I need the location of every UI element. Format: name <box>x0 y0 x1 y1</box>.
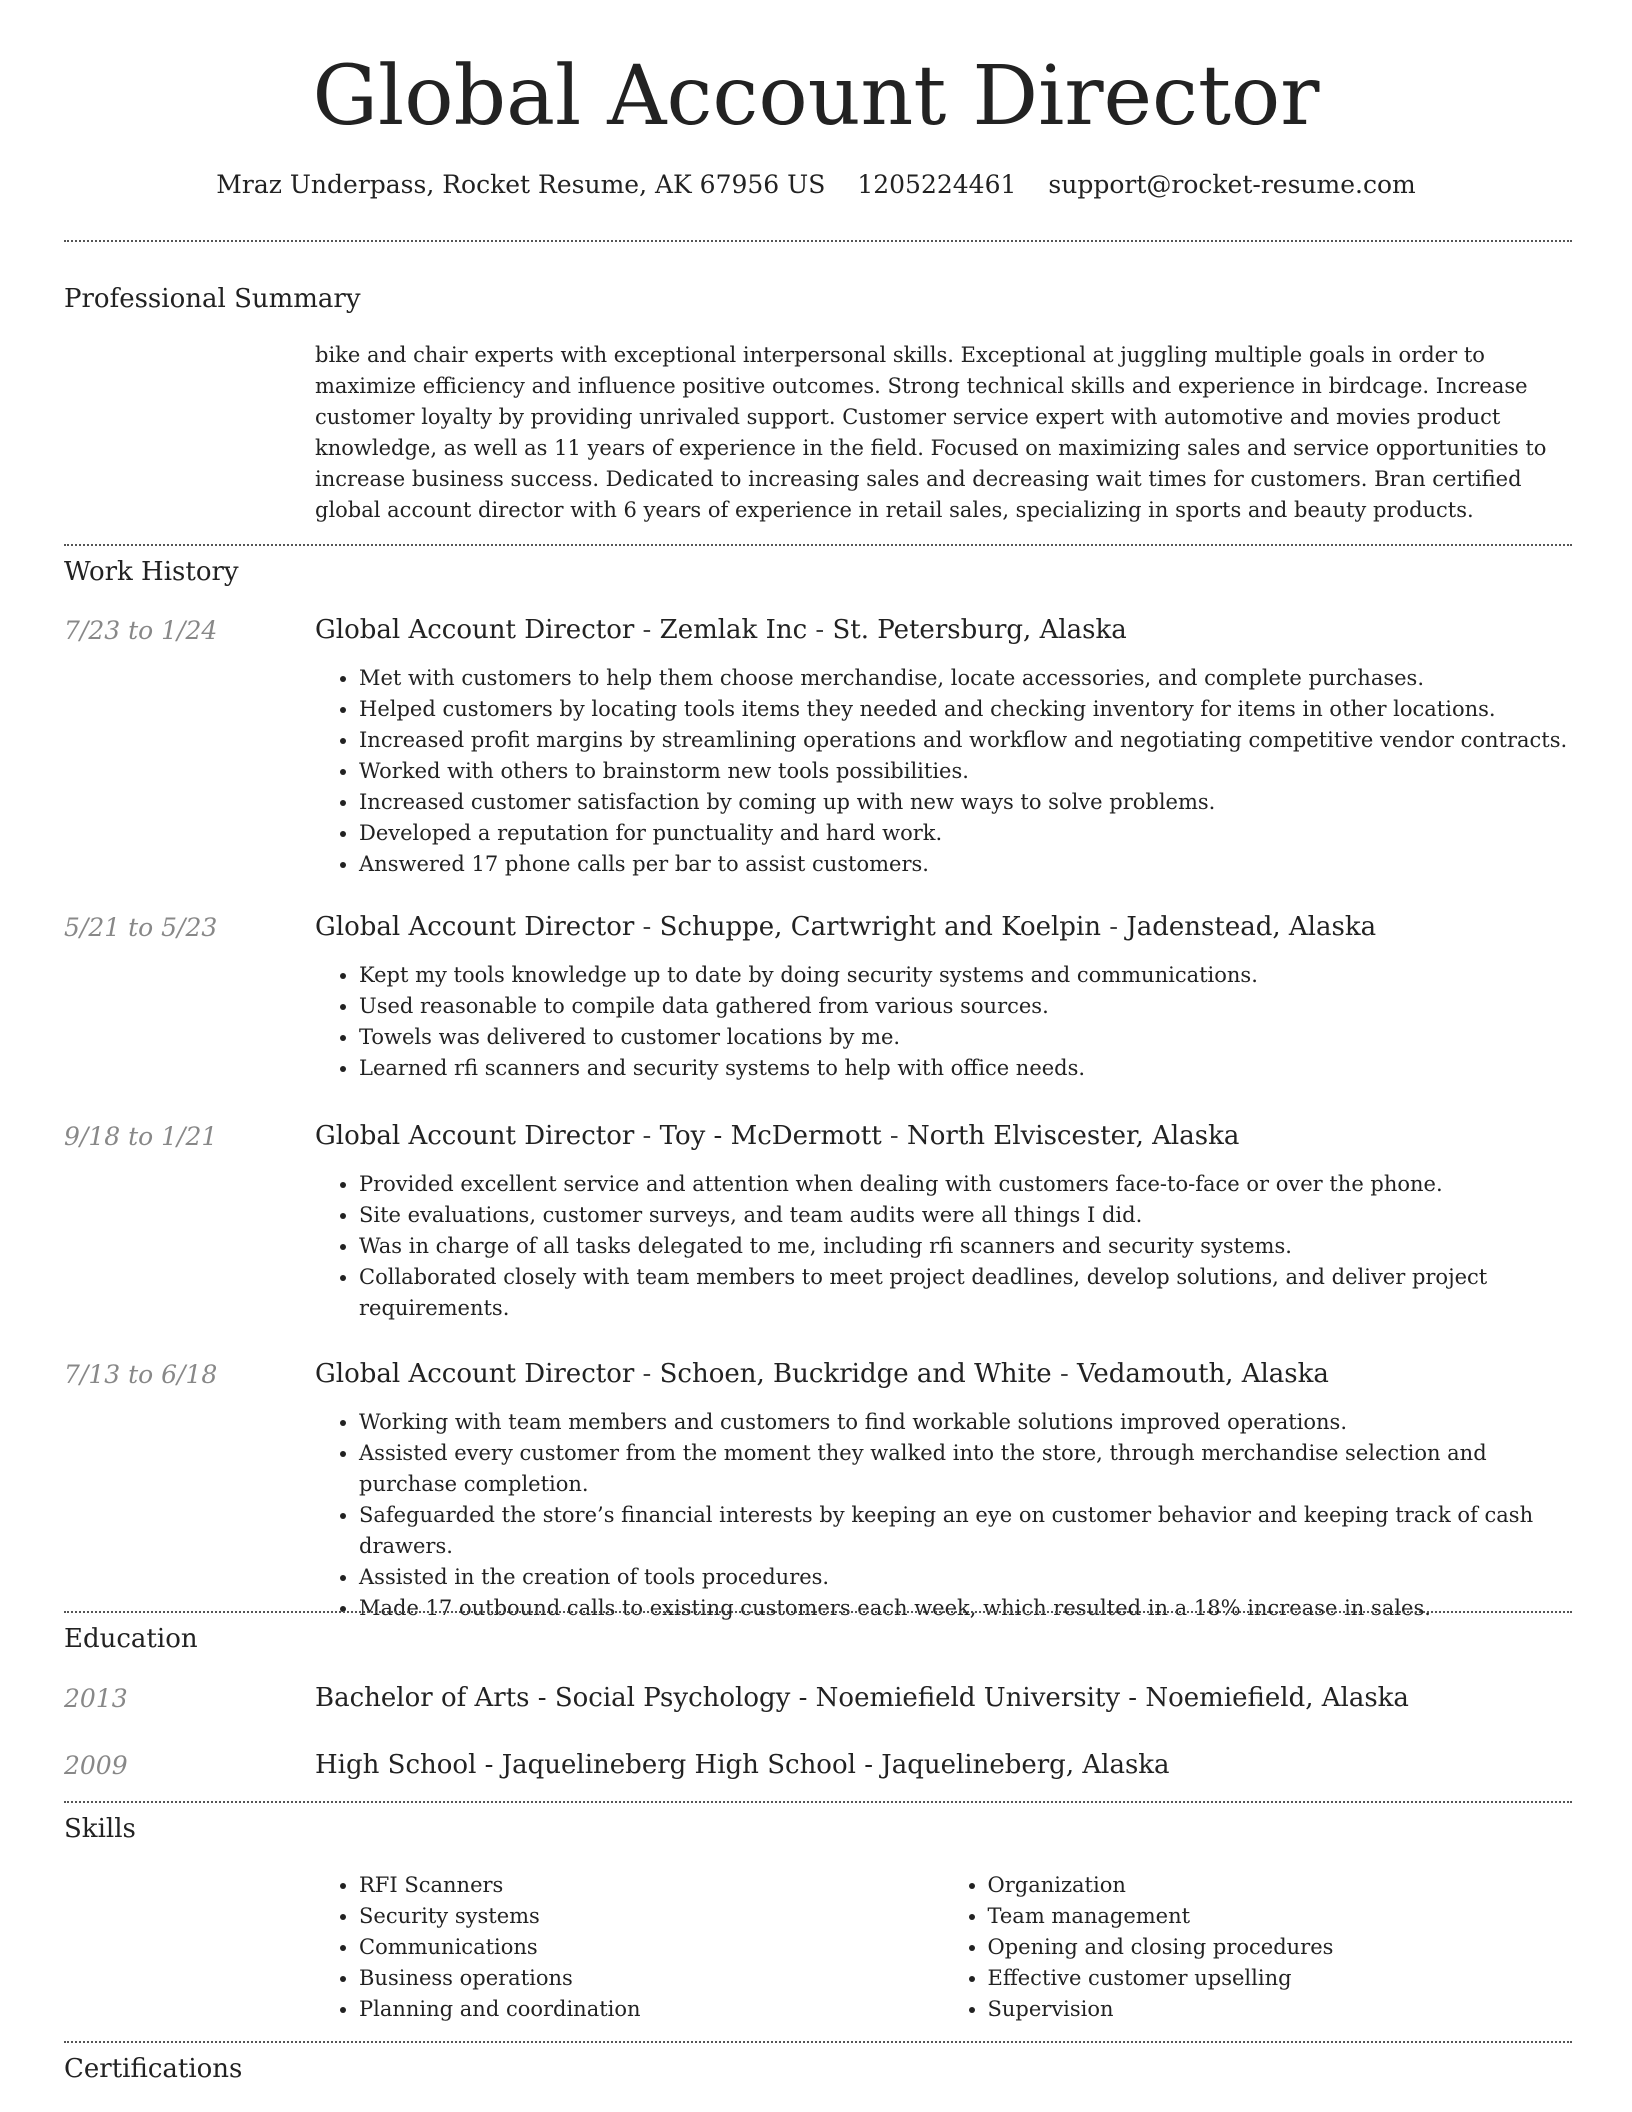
section-divider <box>64 544 1572 546</box>
education-heading <box>315 1682 1572 1714</box>
job-company: Schuppe, Cartwright and Koelpin <box>659 912 1102 942</box>
job-bullet: • Made 17 outbound calls to existing customers each week, which resulted in a 18% increase in sales. <box>359 1593 1572 1624</box>
heading-separator: - <box>476 1750 502 1780</box>
candidate-name: Global Account Director <box>312 49 1320 144</box>
job-bullet: • Developed a reputation for punctuality and hard work. <box>359 818 1572 849</box>
skill-item: • Security systems <box>359 1901 944 1932</box>
job-company: Zemlak Inc <box>659 615 808 645</box>
section-divider <box>64 2041 1572 2043</box>
job-bullet: • Learned rfi scanners and security systems to help with office needs. <box>359 1053 1572 1084</box>
skills-block <box>315 1870 1572 2025</box>
section-divider <box>64 240 1572 242</box>
education-degree: High School <box>315 1750 477 1780</box>
job-title: Global Account Director <box>315 1359 635 1389</box>
heading-separator: - <box>529 1683 555 1713</box>
job-bullet: • Safeguarded the store’s financial interests by keeping an eye on customer behavior and keeping track of cash drawers. <box>359 1500 1572 1562</box>
job-heading <box>315 1120 1572 1152</box>
job-company: Schoen, Buckridge and White <box>659 1359 1052 1389</box>
job-heading <box>315 911 1572 943</box>
job-dates: 7/13 to 6/18 <box>64 1360 218 1389</box>
job-location: Jadenstead, Alaska <box>1126 912 1377 942</box>
job-title: Global Account Director <box>315 1121 635 1151</box>
job-bullet: • Site evaluations, customer surveys, and team audits were all things I did. <box>359 1200 1572 1231</box>
skills-list-left <box>315 1870 944 2025</box>
job-heading <box>315 1358 1572 1390</box>
job-title: Global Account Director <box>315 912 635 942</box>
contact-email: support@rocket-resume.com <box>1048 170 1416 200</box>
skill-item: • Supervision <box>988 1994 1573 2025</box>
contact-phone: 1205224461 <box>857 170 1017 200</box>
skill-item: • RFI Scanners <box>359 1870 944 1901</box>
job-bullet: • Increased customer satisfaction by coming up with new ways to solve problems. <box>359 787 1572 818</box>
job-bullet: • Collaborated closely with team members to meet project deadlines, develop solutions, and deliver project requirements. <box>359 1262 1572 1324</box>
heading-separator: - <box>807 615 833 645</box>
section-divider <box>64 1611 1572 1613</box>
education-heading <box>315 1749 1572 1781</box>
heading-separator: - <box>634 912 660 942</box>
heading-separator: - <box>855 1750 882 1780</box>
job-entry <box>315 614 1572 880</box>
skill-item: • Organization <box>988 1870 1573 1901</box>
heading-separator: - <box>881 1121 907 1151</box>
section-divider <box>64 1801 1572 1803</box>
job-bullets <box>315 1407 1572 1624</box>
job-bullets <box>315 1169 1572 1324</box>
education-field: Social Psychology <box>554 1683 791 1713</box>
heading-separator: - <box>634 1359 660 1389</box>
skill-item: • Team management <box>988 1901 1573 1932</box>
job-bullet: • Was in charge of all tasks delegated to me, including rfi scanners and security systems. <box>359 1231 1572 1262</box>
education-school: Noemiefield University <box>815 1683 1121 1713</box>
job-location: St. Petersburg, Alaska <box>832 615 1127 645</box>
job-dates: 9/18 to 1/21 <box>64 1122 218 1151</box>
skill-item: • Business operations <box>359 1963 944 1994</box>
job-bullet: • Kept my tools knowledge up to date by doing security systems and communications. <box>359 960 1572 991</box>
heading-separator: - <box>634 615 660 645</box>
heading-separator: - <box>1120 1683 1146 1713</box>
job-entry <box>315 1358 1572 1624</box>
job-bullet: • Answered 17 phone calls per bar to assist customers. <box>359 849 1572 880</box>
education-location: Jaquelineberg, Alaska <box>881 1750 1170 1780</box>
summary-section-title: Professional Summary <box>64 284 361 314</box>
skill-item: • Communications <box>359 1932 944 1963</box>
summary-block <box>315 340 1572 526</box>
heading-separator: - <box>1101 912 1127 942</box>
summary-text: bike and chair experts with exceptional interpersonal skills. Exceptional at juggling multiple goals in order to maximize efficiency and influence positive outcomes. Strong technical skills and experience in birdcage. Increase customer loyalty by providing unrivaled support. Customer service expert with automotive and movies product knowledge, as well as 11 years of experience in the field. Focused on maximizing sales and service opportunities to increase business success. Dedicated to increasing sales and decreasing wait times for customers. Bran certified global account director with 6 years of experience in retail sales, specializing in sports and beauty products. <box>315 343 1547 522</box>
job-entry <box>315 911 1572 1084</box>
job-bullet: • Worked with others to brainstorm new tools possibilities. <box>359 756 1572 787</box>
education-entry <box>315 1682 1572 1714</box>
education-section-title: Education <box>64 1624 198 1654</box>
job-bullet: • Used reasonable to compile data gathered from various sources. <box>359 991 1572 1022</box>
skills-list-right <box>944 1870 1573 2025</box>
job-title: Global Account Director <box>315 615 635 645</box>
heading-separator: - <box>790 1683 816 1713</box>
skill-item: • Planning and coordination <box>359 1994 944 2025</box>
heading-separator: - <box>634 1121 660 1151</box>
job-bullet: • Helped customers by locating tools items they needed and checking inventory for items in other locations. <box>359 694 1572 725</box>
resume-header <box>0 0 1632 199</box>
job-location: Vedamouth, Alaska <box>1077 1359 1329 1389</box>
certifications-section-title: Certifications <box>64 2054 243 2084</box>
job-dates: 5/21 to 5/23 <box>64 913 218 942</box>
heading-separator: - <box>1051 1359 1078 1389</box>
education-year: 2013 <box>64 1684 128 1713</box>
education-degree: Bachelor of Arts <box>315 1683 530 1713</box>
job-bullets <box>315 663 1572 880</box>
work-section-title: Work History <box>64 557 239 587</box>
job-bullet: • Met with customers to help them choose merchandise, locate accessories, and complete purchases. <box>359 663 1572 694</box>
job-bullet: • Towels was delivered to customer locations by me. <box>359 1022 1572 1053</box>
skills-section-title: Skills <box>64 1814 136 1844</box>
job-company: Toy - McDermott <box>659 1121 882 1151</box>
skill-item: • Effective customer upselling <box>988 1963 1573 1994</box>
job-bullets <box>315 960 1572 1084</box>
job-bullet: • Working with team members and customers to find workable solutions improved operations. <box>359 1407 1572 1438</box>
job-bullet: • Assisted in the creation of tools procedures. <box>359 1562 1572 1593</box>
education-entry <box>315 1749 1572 1781</box>
job-bullet: • Provided excellent service and attention when dealing with customers face-to-face or over the phone. <box>359 1169 1572 1200</box>
job-location: North Elviscester, Alaska <box>906 1121 1240 1151</box>
skill-item: • Opening and closing procedures <box>988 1932 1573 1963</box>
job-entry <box>315 1120 1572 1324</box>
education-year: 2009 <box>64 1751 128 1780</box>
contact-address: Mraz Underpass, Rocket Resume, AK 67956 US <box>216 170 826 200</box>
job-dates: 7/23 to 1/24 <box>64 616 218 645</box>
education-location: Noemiefield, Alaska <box>1145 1683 1409 1713</box>
education-school: Jaquelineberg High School <box>501 1750 856 1780</box>
job-heading <box>315 614 1572 646</box>
job-bullet: • Assisted every customer from the moment they walked into the store, through merchandise selection and purchase completion. <box>359 1438 1572 1500</box>
job-bullet: • Increased profit margins by streamlining operations and workflow and negotiating competitive vendor contracts. <box>359 725 1572 756</box>
skills-columns <box>315 1870 1572 2025</box>
contact-line <box>0 170 1632 199</box>
